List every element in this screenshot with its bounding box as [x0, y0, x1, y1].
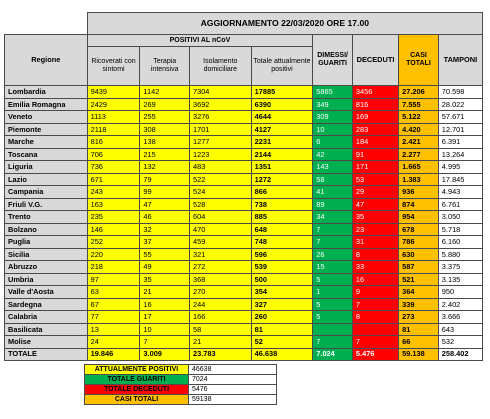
dimessi-cell: 5 — [313, 311, 353, 324]
totale-cell: 866 — [251, 186, 313, 199]
casi-cell: 954 — [399, 211, 439, 224]
totale-cell: 500 — [251, 273, 313, 286]
terapia-cell: 99 — [140, 186, 190, 199]
tamponi-cell: 3.135 — [438, 273, 482, 286]
totale-cell: 596 — [251, 248, 313, 261]
totale-cell: 52 — [251, 336, 313, 349]
ricoverati-cell: 77 — [87, 311, 140, 324]
header-casi: CASI TOTALI — [399, 35, 439, 86]
totale-cell: 260 — [251, 311, 313, 324]
region-name: Sardegna — [5, 298, 88, 311]
tamponi-cell: 3.666 — [438, 311, 482, 324]
total-isolamento: 23.783 — [189, 348, 251, 360]
casi-cell: 678 — [399, 223, 439, 236]
terapia-cell: 308 — [140, 123, 190, 136]
region-name: Bolzano — [5, 223, 88, 236]
total-deceduti: 5.476 — [352, 348, 398, 360]
summary-label: TOTALE DECEDUTI — [85, 385, 189, 395]
isolamento-cell: 58 — [189, 323, 251, 336]
table-row — [5, 261, 483, 274]
deceduti-cell: 8 — [352, 248, 398, 261]
dimessi-cell: 143 — [313, 161, 353, 174]
isolamento-cell: 272 — [189, 261, 251, 274]
tamponi-cell: 12.701 — [438, 123, 482, 136]
header-ricoverati: Ricoverati con sintomi — [87, 47, 140, 86]
casi-cell: 874 — [399, 198, 439, 211]
terapia-cell: 17 — [140, 311, 190, 324]
isolamento-cell: 166 — [189, 311, 251, 324]
casi-cell: 4.420 — [399, 123, 439, 136]
totale-cell: 1272 — [251, 173, 313, 186]
dimessi-cell: 34 — [313, 211, 353, 224]
total-tamponi: 258.402 — [438, 348, 482, 360]
terapia-cell: 21 — [140, 286, 190, 299]
table-row — [5, 286, 483, 299]
dimessi-cell: 58 — [313, 173, 353, 186]
casi-cell: 1.665 — [399, 161, 439, 174]
deceduti-cell: 7 — [352, 336, 398, 349]
terapia-cell: 37 — [140, 236, 190, 249]
isolamento-cell: 470 — [189, 223, 251, 236]
region-name: Basilicata — [5, 323, 88, 336]
ricoverati-cell: 9439 — [87, 86, 140, 99]
deceduti-cell: 3456 — [352, 86, 398, 99]
ricoverati-cell: 736 — [87, 161, 140, 174]
tamponi-cell: 5.880 — [438, 248, 482, 261]
terapia-cell: 46 — [140, 211, 190, 224]
covid-table — [4, 12, 483, 361]
summary-value: 59138 — [189, 395, 277, 405]
dimessi-cell: 7 — [313, 336, 353, 349]
summary-label: CASI TOTALI — [85, 395, 189, 405]
totale-cell: 17885 — [251, 86, 313, 99]
tamponi-cell: 950 — [438, 286, 482, 299]
table-row — [5, 161, 483, 174]
dimessi-cell: 10 — [313, 123, 353, 136]
deceduti-cell: 23 — [352, 223, 398, 236]
dimessi-cell: 349 — [313, 98, 353, 111]
casi-cell: 7.555 — [399, 98, 439, 111]
isolamento-cell: 528 — [189, 198, 251, 211]
totale-cell: 1351 — [251, 161, 313, 174]
region-name: Marche — [5, 136, 88, 149]
total-ricoverati: 19.846 — [87, 348, 140, 360]
totale-cell: 81 — [251, 323, 313, 336]
deceduti-cell: 816 — [352, 98, 398, 111]
isolamento-cell: 1223 — [189, 148, 251, 161]
tamponi-cell: 57.671 — [438, 111, 482, 124]
table-row — [5, 223, 483, 236]
table-row — [5, 336, 483, 349]
isolamento-cell: 522 — [189, 173, 251, 186]
table-row — [5, 186, 483, 199]
region-name: Valle d'Aosta — [5, 286, 88, 299]
casi-cell: 521 — [399, 273, 439, 286]
tamponi-cell: 5.718 — [438, 223, 482, 236]
totale-cell: 354 — [251, 286, 313, 299]
dimessi-cell: 7 — [313, 223, 353, 236]
terapia-cell: 49 — [140, 261, 190, 274]
totale-cell: 748 — [251, 236, 313, 249]
totals-label: TOTALE — [5, 348, 88, 360]
ricoverati-cell: 816 — [87, 136, 140, 149]
tamponi-cell: 28.022 — [438, 98, 482, 111]
isolamento-cell: 1277 — [189, 136, 251, 149]
total-terapia: 3.009 — [140, 348, 190, 360]
isolamento-cell: 1701 — [189, 123, 251, 136]
totale-cell: 648 — [251, 223, 313, 236]
tamponi-cell: 17.845 — [438, 173, 482, 186]
region-name: Calabria — [5, 311, 88, 324]
header-dimessi: DIMESSI/ GUARITI — [313, 35, 353, 86]
deceduti-cell: 8 — [352, 311, 398, 324]
terapia-cell: 47 — [140, 198, 190, 211]
ricoverati-cell: 671 — [87, 173, 140, 186]
ricoverati-cell: 67 — [87, 298, 140, 311]
summary-label: TOTALE GUARITI — [85, 375, 189, 385]
tamponi-cell: 70.598 — [438, 86, 482, 99]
table-row — [5, 136, 483, 149]
ricoverati-cell: 13 — [87, 323, 140, 336]
isolamento-cell: 244 — [189, 298, 251, 311]
dimessi-cell: 42 — [313, 148, 353, 161]
region-name: Toscana — [5, 148, 88, 161]
table-row — [5, 311, 483, 324]
summary-table — [84, 364, 277, 405]
terapia-cell: 35 — [140, 273, 190, 286]
deceduti-cell — [352, 323, 398, 336]
casi-cell: 27.206 — [399, 86, 439, 99]
totale-cell: 738 — [251, 198, 313, 211]
region-name: Umbria — [5, 273, 88, 286]
tamponi-cell: 6.160 — [438, 236, 482, 249]
casi-cell: 587 — [399, 261, 439, 274]
terapia-cell: 255 — [140, 111, 190, 124]
isolamento-cell: 368 — [189, 273, 251, 286]
deceduti-cell: 9 — [352, 286, 398, 299]
table-row — [5, 111, 483, 124]
header-tamponi: TAMPONI — [438, 35, 482, 86]
table-row — [5, 211, 483, 224]
region-name: Sicilia — [5, 248, 88, 261]
deceduti-cell: 7 — [352, 298, 398, 311]
totale-cell: 327 — [251, 298, 313, 311]
region-name: Piemonte — [5, 123, 88, 136]
ricoverati-cell: 24 — [87, 336, 140, 349]
region-name: Molise — [5, 336, 88, 349]
region-name: Liguria — [5, 161, 88, 174]
totals-row — [5, 348, 483, 360]
isolamento-cell: 321 — [189, 248, 251, 261]
header-isolamento: Isolamento domiciliare — [189, 47, 251, 86]
terapia-cell: 7 — [140, 336, 190, 349]
region-name: Friuli V.G. — [5, 198, 88, 211]
dimessi-cell: 5865 — [313, 86, 353, 99]
tamponi-cell: 3.375 — [438, 261, 482, 274]
totale-cell: 4127 — [251, 123, 313, 136]
terapia-cell: 79 — [140, 173, 190, 186]
dimessi-cell: 5 — [313, 273, 353, 286]
deceduti-cell: 283 — [352, 123, 398, 136]
casi-cell: 5.122 — [399, 111, 439, 124]
casi-cell: 2.277 — [399, 148, 439, 161]
deceduti-cell: 171 — [352, 161, 398, 174]
summary-value: 46638 — [189, 365, 277, 375]
ricoverati-cell: 146 — [87, 223, 140, 236]
summary-value: 5476 — [189, 385, 277, 395]
total-positivi: 46.638 — [251, 348, 313, 360]
summary-label: ATTUALMENTE POSITIVI — [85, 365, 189, 375]
deceduti-cell: 16 — [352, 273, 398, 286]
ricoverati-cell: 218 — [87, 261, 140, 274]
total-dimessi: 7.024 — [313, 348, 353, 360]
casi-cell: 1.383 — [399, 173, 439, 186]
casi-cell: 273 — [399, 311, 439, 324]
casi-cell: 81 — [399, 323, 439, 336]
deceduti-cell: 29 — [352, 186, 398, 199]
ricoverati-cell: 706 — [87, 148, 140, 161]
table-row — [5, 236, 483, 249]
terapia-cell: 269 — [140, 98, 190, 111]
dimessi-cell: 1 — [313, 286, 353, 299]
deceduti-cell: 35 — [352, 211, 398, 224]
tamponi-cell: 13.264 — [438, 148, 482, 161]
header-positivi: POSITIVI AL nCoV — [87, 35, 313, 47]
header-terapia: Terapia intensiva — [140, 47, 190, 86]
tamponi-cell: 6.391 — [438, 136, 482, 149]
table-row — [5, 123, 483, 136]
dimessi-cell: 89 — [313, 198, 353, 211]
table-row — [5, 86, 483, 99]
deceduti-cell: 31 — [352, 236, 398, 249]
tamponi-cell: 2.402 — [438, 298, 482, 311]
casi-cell: 66 — [399, 336, 439, 349]
terapia-cell: 215 — [140, 148, 190, 161]
terapia-cell: 10 — [140, 323, 190, 336]
casi-cell: 786 — [399, 236, 439, 249]
dimessi-cell: 309 — [313, 111, 353, 124]
ricoverati-cell: 2429 — [87, 98, 140, 111]
deceduti-cell: 47 — [352, 198, 398, 211]
isolamento-cell: 3692 — [189, 98, 251, 111]
deceduti-cell: 169 — [352, 111, 398, 124]
dimessi-cell: 15 — [313, 261, 353, 274]
dimessi-cell: 6 — [313, 136, 353, 149]
casi-cell: 630 — [399, 248, 439, 261]
casi-cell: 2.421 — [399, 136, 439, 149]
casi-cell: 339 — [399, 298, 439, 311]
totale-cell: 2231 — [251, 136, 313, 149]
totale-cell: 885 — [251, 211, 313, 224]
tamponi-cell: 4.995 — [438, 161, 482, 174]
deceduti-cell: 184 — [352, 136, 398, 149]
summary-row — [85, 395, 277, 405]
table-title: AGGIORNAMENTO 22/03/2020 ORE 17.00 — [87, 13, 482, 35]
region-name: Veneto — [5, 111, 88, 124]
terapia-cell: 16 — [140, 298, 190, 311]
ricoverati-cell: 252 — [87, 236, 140, 249]
isolamento-cell: 459 — [189, 236, 251, 249]
deceduti-cell: 33 — [352, 261, 398, 274]
casi-cell: 936 — [399, 186, 439, 199]
region-name: Lazio — [5, 173, 88, 186]
table-row — [5, 148, 483, 161]
dimessi-cell: 26 — [313, 248, 353, 261]
table-row — [5, 323, 483, 336]
terapia-cell: 32 — [140, 223, 190, 236]
summary-row — [85, 385, 277, 395]
dimessi-cell: 7 — [313, 236, 353, 249]
terapia-cell: 138 — [140, 136, 190, 149]
tamponi-cell: 3.050 — [438, 211, 482, 224]
summary-row — [85, 375, 277, 385]
tamponi-cell: 643 — [438, 323, 482, 336]
dimessi-cell — [313, 323, 353, 336]
ricoverati-cell: 1113 — [87, 111, 140, 124]
table-row — [5, 198, 483, 211]
isolamento-cell: 524 — [189, 186, 251, 199]
totale-cell: 2144 — [251, 148, 313, 161]
isolamento-cell: 270 — [189, 286, 251, 299]
total-casi: 59.138 — [399, 348, 439, 360]
isolamento-cell: 3276 — [189, 111, 251, 124]
table-row — [5, 248, 483, 261]
region-name: Trento — [5, 211, 88, 224]
header-totale: Totale attualmente positivi — [251, 47, 313, 86]
terapia-cell: 55 — [140, 248, 190, 261]
deceduti-cell: 91 — [352, 148, 398, 161]
region-name: Puglia — [5, 236, 88, 249]
ricoverati-cell: 220 — [87, 248, 140, 261]
tamponi-cell: 532 — [438, 336, 482, 349]
dimessi-cell: 5 — [313, 298, 353, 311]
header-region: Regione — [5, 35, 88, 86]
terapia-cell: 132 — [140, 161, 190, 174]
terapia-cell: 1142 — [140, 86, 190, 99]
table-row — [5, 98, 483, 111]
tamponi-cell: 6.761 — [438, 198, 482, 211]
ricoverati-cell: 2118 — [87, 123, 140, 136]
header-deceduti: DECEDUTI — [352, 35, 398, 86]
region-name: Emilia Romagna — [5, 98, 88, 111]
totale-cell: 539 — [251, 261, 313, 274]
region-name: Abruzzo — [5, 261, 88, 274]
summary-row — [85, 365, 277, 375]
ricoverati-cell: 63 — [87, 286, 140, 299]
totale-cell: 4644 — [251, 111, 313, 124]
isolamento-cell: 604 — [189, 211, 251, 224]
table-row — [5, 273, 483, 286]
region-name: Lombardia — [5, 86, 88, 99]
totale-cell: 6390 — [251, 98, 313, 111]
table-row — [5, 298, 483, 311]
dimessi-cell: 41 — [313, 186, 353, 199]
deceduti-cell: 53 — [352, 173, 398, 186]
region-name: Campania — [5, 186, 88, 199]
ricoverati-cell: 97 — [87, 273, 140, 286]
tamponi-cell: 4.943 — [438, 186, 482, 199]
isolamento-cell: 21 — [189, 336, 251, 349]
casi-cell: 364 — [399, 286, 439, 299]
summary-value: 7024 — [189, 375, 277, 385]
ricoverati-cell: 235 — [87, 211, 140, 224]
table-row — [5, 173, 483, 186]
isolamento-cell: 7304 — [189, 86, 251, 99]
ricoverati-cell: 243 — [87, 186, 140, 199]
ricoverati-cell: 163 — [87, 198, 140, 211]
isolamento-cell: 483 — [189, 161, 251, 174]
